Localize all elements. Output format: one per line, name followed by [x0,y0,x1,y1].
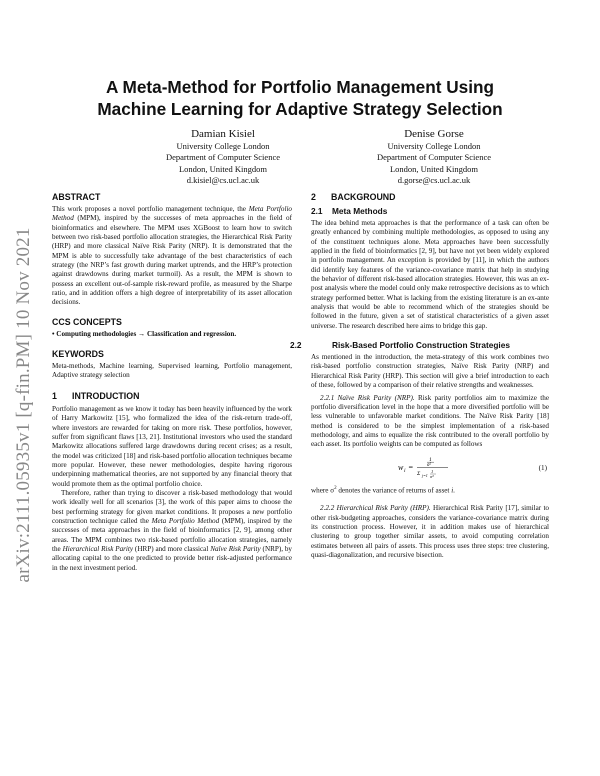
author-name: Damian Kisiel [191,128,255,140]
introduction-paragraph-2: Therefore, rather than trying to discover a risk-based methodology that would work ideally well for all scenarios [3], the work of this paper aims to choose the best performing strategy for given market conditions. It proposes a new portfolio construction technique called the Meta Portfolio Method (MPM), inspired by the successes of meta approaches in the field of bioinformatics [2, 9], among other areas. The MPM combines two risk-based portfolio allocation strategies, namely the Hierarchical Risk Parity (HRP) and more classical Naïve Risk Parity (NRP), by allocating capital to the one predicted to provide better risk-adjusted performance in the next investment period. [52,488,293,572]
author-email[interactable]: d.gorse@cs.ucl.ac.uk [397,175,471,186]
svg-text:j=1: j=1 [422,472,428,478]
equation-1-explanation: where $\sigma^2$ denotes the variance of returns of asset i. [311,485,455,494]
section-2-2-1-text: 2.2.1 Naïve Risk Parity (NRP). Risk parity portfolios aim to maximize the portfolio diversification level in the hope that a more diversified portfolio will be less vulnerable to unfavorable market conditions. The Naïve Risk Parity [18] method is considered to be the simplest implementation of a risk-based methodology, and aims to equalize the risk contributed to the overall portfolio by each asset. Its portfolio weights can be computed as follows [311,393,550,449]
section-2-1-heading: 2.1 Meta Methods [311,206,388,216]
section-2-2-2-text: 2.2.2 Hierarchical Risk Parity (HRP). Hierarchical Risk Parity [17], similar to other risk-budgeting approaches, considers the variance-covariance matrix during its construction process. However, it in addition makes use of hierarchical clustering to group together similar assets, to avoid computing correlation estimates between all pairs of assets. This process uses three steps: tree clustering, quasi-diagonalization, and recursive bisection. [311,504,550,559]
paper-title [52,76,548,120]
title-line-2: Machine Learning for Adaptive Strategy Selection [97,99,503,119]
equation-1-formula [396,454,466,482]
section-2-2-text: As mentioned in the introduction, the meta-strategy of this work combines two risk-based portfolio construction strategies, Naïve Risk Parity (NRP) and Hierarchical Risk Parity (HRP). This section will give a brief introduction to each of these, followed by a comparison of their relative strengths and weaknesses. [311,353,549,390]
background-heading: 2 BACKGROUND [311,192,396,202]
keywords-text: Meta-methods, Machine learning, Supervised learning, Portfolio management, Adaptive strategy selection [52,362,292,380]
abstract-heading: ABSTRACT [52,192,101,202]
abstract-text: This work proposes a novel portfolio management technique, the Meta Portfolio Method (MPM), inspired by the successes of meta approaches in the field of bioinformatics and elsewhere. The MPM uses XGBoost to learn how to switch between two risk-based portfolio allocation strategies, the Hierarchical Risk Parity (HRP) and more classical Naïve Risk Parity (NRP). It is demonstrated that the MPM is able to successfully take advantage of the best characteristics of each strategy (the NRP’s fast growth during market uptrends, and the HRP’s protection against drawdowns during market turmoil). As a result, the MPM is shown to possess an excellent out-of-sample risk-reward profile, as measured by the Sharpe ratio, and in addition offers a high degree of interpretability of its asset allocation decisions. [52,205,292,307]
author-affiliation: University College London [176,141,270,151]
author-block-1 [108,127,338,187]
left-column [52,192,292,573]
equation-1-number: (1) [538,463,547,472]
eq-lhs-sub: i [404,467,406,474]
section-2-2-heading: 2.2 Risk-Based Portfolio Construction Strategies [290,340,510,351]
introduction-paragraph-1: Portfolio management as we know it today has been heavily influenced by the work of Harry Markowitz [15], who formalized the idea of the risk-return trade-off, where investors are rewarded for taking on more risk. These portfolios, however, suffer from significant flaws [13, 21]. Institutional investors who used the standard Markowitz allocations suffered large drawdowns during recent crises; as a result, the model was criticized [18] and risk-based portfolio allocation techniques became more popular. However, these newer methodologies, despite having rigorous underpinning mathematical theories, are not supported by any financial theory that would promote them as the optimal portfolio choice. [52,404,292,488]
author-department: Department of Computer Science [376,152,491,163]
ccs-heading: CCS CONCEPTS [52,316,122,327]
svg-text:1: 1 [429,456,432,463]
section-2-1-text: The idea behind meta approaches is that the performance of a task can often be greatly enhanced by combining multiple methodologies, as opposed to using any of the constituent techniques alone. Meta approaches have been successfully applied in the field of bioinformatics [2, 9], but have not yet been widely explored in portfolio management. An exception is provided by [11], in which the authors did identify key features of the variance-covariance matrix that help in studying the behavior of different risk-based allocation strategies. However, this was an ex-post analysis where the model could only make retrospective decisions as to which strategy performed better. What is lacking from the existing literature is an ex-ante analysis that would be able to recommend which of the strategies should be followed in the future, given a set of statistical characteristics of a given asset universe. The research described here aims to bridge this gap. [311,219,549,330]
author-location: London, United Kingdom [178,163,268,174]
keywords-heading: KEYWORDS [52,349,104,360]
ccs-text: • Computing methodologies → Classification and regression. [52,329,237,338]
svg-text:1: 1 [431,468,434,474]
author-email[interactable]: d.kisiel@cs.ucl.ac.uk [186,175,260,186]
author-name: Denise Gorse [404,128,464,140]
right-column [290,192,550,560]
equation-1 [311,454,549,482]
author-block-2 [319,127,549,187]
eq-lhs: w [398,462,404,472]
svg-text:=: = [408,462,414,472]
author-department: Department of Computer Science [165,152,280,163]
svg-text:Σ: Σ [417,470,421,477]
introduction-heading: 1 INTRODUCTION [52,390,140,401]
svg-text:σ²: σ² [427,462,431,468]
author-affiliation: University College London [387,141,481,151]
svg-text:σ²: σ² [430,473,434,479]
arxiv-identifier: arXiv:2111.05935v1 [q-fin.PM] 10 Nov 2021 [13,227,34,583]
author-location: London, United Kingdom [389,163,479,174]
title-line-1: A Meta-Method for Portfolio Management Using [106,77,494,97]
